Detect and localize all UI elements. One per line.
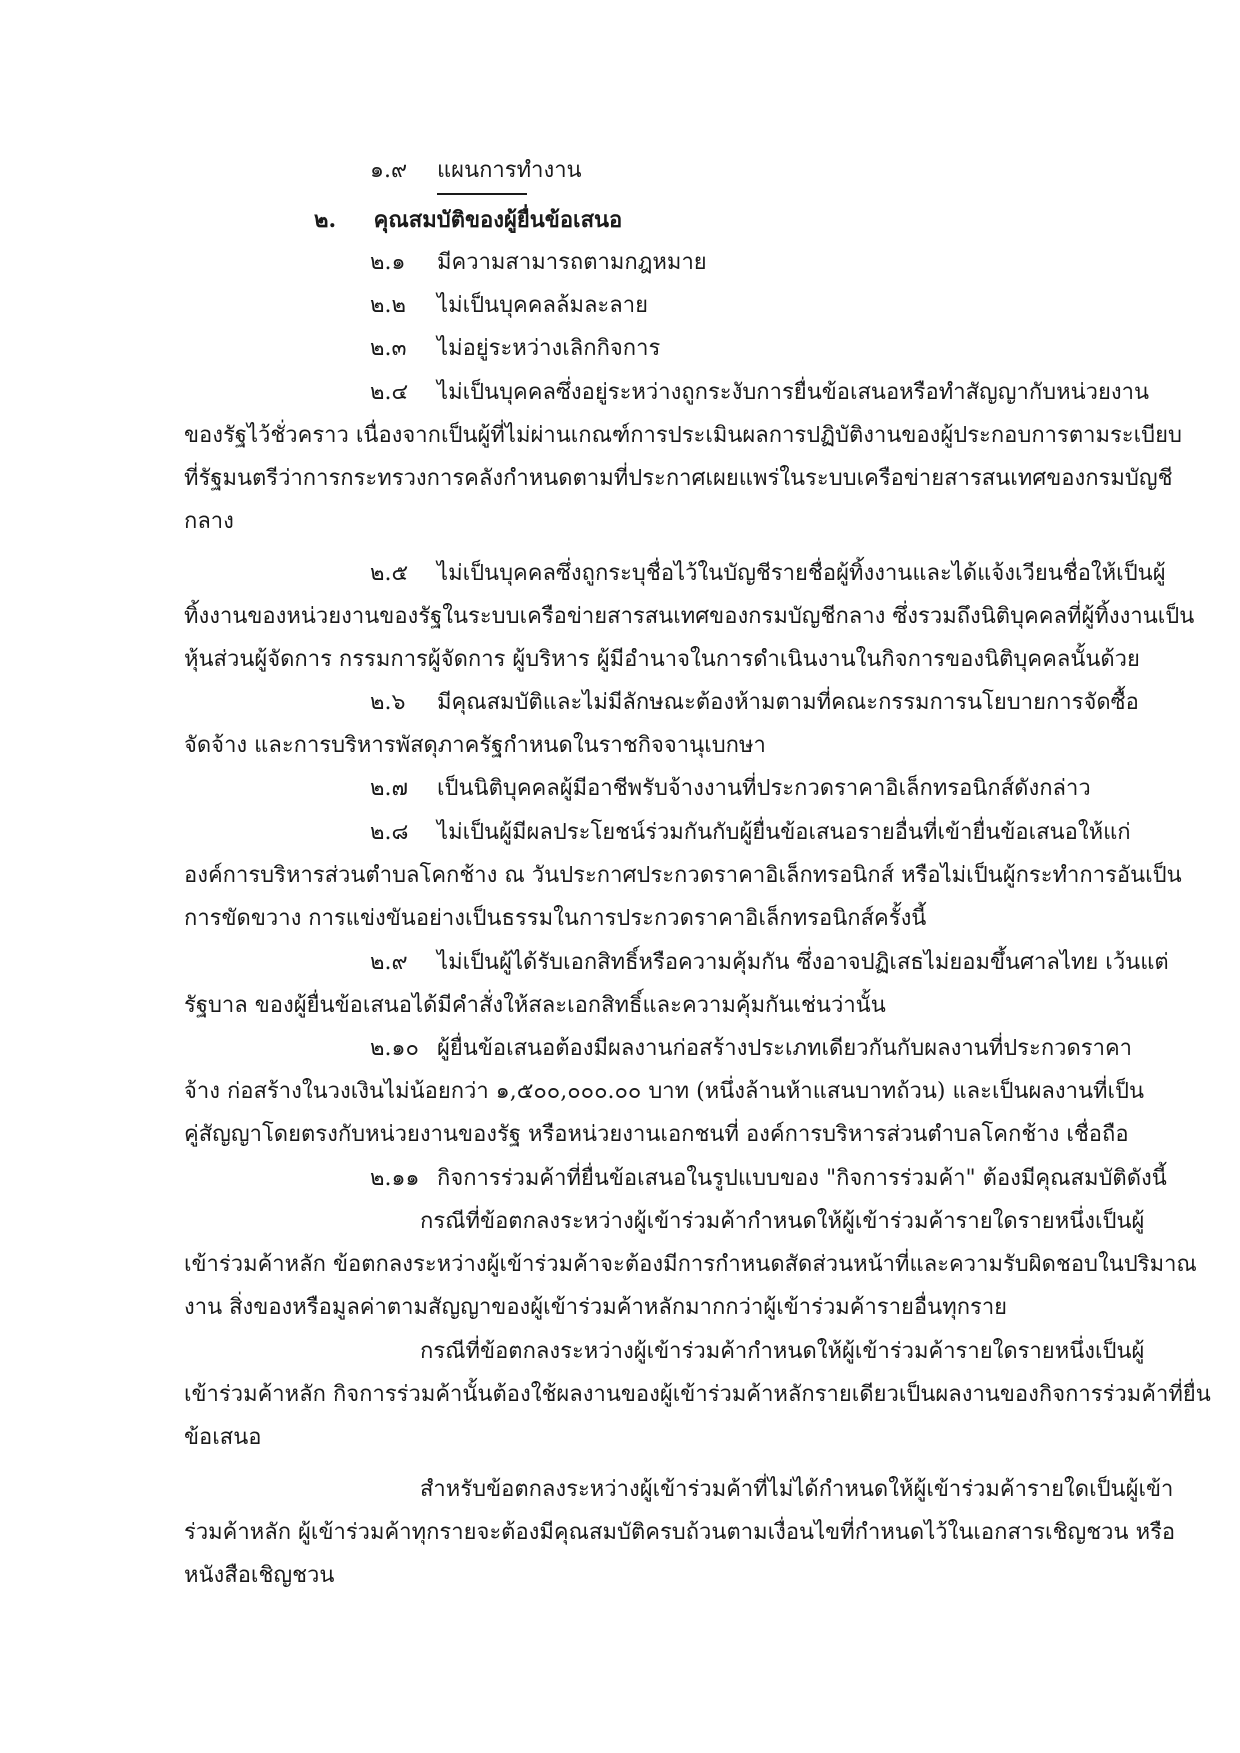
item-number: ๒.๘ — [370, 820, 409, 845]
paragraph-line: ร่วมค้าหลัก ผู้เข้าร่วมค้าทุกรายจะต้องมีคุณสมบัติครบถ้วนตามเงื่อนไขที่กำหนดไว้ในเอกสารเชิญชวน หรือ — [184, 1520, 1176, 1545]
section-1-9 — [370, 156, 582, 186]
paragraph-line: จัดจ้าง และการบริหารพัสดุภาครัฐกำหนดในราชกิจจานุเบกษา — [184, 733, 766, 758]
item-text: ไม่อยู่ระหว่างเลิกกิจการ — [437, 336, 661, 361]
section-2-2 — [370, 291, 648, 321]
paragraph-line: รัฐบาล ของผู้ยื่นข้อเสนอได้มีคำสั่งให้สละเอกสิทธิ์และความคุ้มกันเช่นว่านั้น — [184, 993, 886, 1018]
paragraph-line: เข้าร่วมค้าหลัก กิจการร่วมค้านั้นต้องใช้ผลงานของผู้เข้าร่วมค้าหลักรายเดียวเป็นผลงานของกิจการร่วมค้าที่ยื่น — [184, 1382, 1211, 1407]
paragraph-line: ทิ้งงานของหน่วยงานของรัฐในระบบเครือข่ายสารสนเทศของกรมบัญชีกลาง ซึ่งรวมถึงนิติบุคคลที่ผู้ทิ้งงานเป็น — [184, 604, 1195, 629]
paragraph-line: งาน สิ่งของหรือมูลค่าตามสัญญาของผู้เข้าร่วมค้าหลักมากกว่าผู้เข้าร่วมค้ารายอื่นทุกราย — [184, 1295, 1008, 1320]
paragraph-line: กลาง — [184, 509, 234, 534]
paragraph-line: เข้าร่วมค้าหลัก ข้อตกลงระหว่างผู้เข้าร่วมค้าจะต้องมีการกำหนดสัดส่วนหน้าที่และความรับผิดชอบในปริมาณ — [184, 1252, 1197, 1277]
paragraph-line: ข้อเสนอ — [184, 1425, 262, 1450]
item-text: ไม่เป็นบุคคลล้มละลาย — [437, 293, 648, 318]
item-number: ๒.๑๑ — [370, 1166, 420, 1191]
paragraph-line: คู่สัญญาโดยตรงกับหน่วยงานของรัฐ หรือหน่วยงานเอกชนที่ องค์การบริหารส่วนตำบลโคกช้าง เชื่อถือ — [184, 1122, 1129, 1147]
paragraph-line: หุ้นส่วนผู้จัดการ กรรมการผู้จัดการ ผู้บริหาร ผู้มีอำนาจในการดำเนินงานในกิจการของนิติบุคคลนั้นด้วย — [184, 647, 1140, 672]
section-2-9 — [370, 948, 1169, 978]
paragraph-line: องค์การบริหารส่วนตำบลโคกช้าง ณ วันประกาศประกวดราคาอิเล็กทรอนิกส์ หรือไม่เป็นผู้กระทำการอันเป็น — [184, 863, 1182, 888]
item-number: ๒. — [314, 207, 337, 233]
section-2-1 — [370, 248, 707, 278]
section-2-7 — [370, 774, 1091, 804]
paragraph-line: การขัดขวาง การแข่งขันอย่างเป็นธรรมในการประกวดราคาอิเล็กทรอนิกส์ครั้งนี้ — [184, 906, 927, 931]
item-text: คุณสมบัติของผู้ยื่นข้อเสนอ — [373, 207, 623, 233]
item-text: เป็นนิติบุคคลผู้มีอาชีพรับจ้างงานที่ประกวดราคาอิเล็กทรอนิกส์ดังกล่าว — [437, 776, 1091, 801]
item-text: มีคุณสมบัติและไม่มีลักษณะต้องห้ามตามที่คณะกรรมการนโยบายการจัดซื้อ — [437, 690, 1139, 715]
item-text: ไม่เป็นผู้ได้รับเอกสิทธิ์หรือความคุ้มกัน ซึ่งอาจปฏิเสธไม่ยอมขึ้นศาลไทย เว้นแต่ — [437, 950, 1169, 975]
item-number: ๑.๙ — [370, 158, 408, 183]
paragraph-line: กรณีที่ข้อตกลงระหว่างผู้เข้าร่วมค้ากำหนดให้ผู้เข้าร่วมค้ารายใดรายหนึ่งเป็นผู้ — [420, 1209, 1145, 1234]
item-number: ๒.๑๐ — [370, 1036, 419, 1061]
item-number: ๒.๒ — [370, 293, 406, 318]
item-number: ๒.๑ — [370, 250, 406, 275]
item-number: ๒.๕ — [370, 561, 409, 586]
section-2-heading — [314, 205, 622, 235]
item-number: ๒.๙ — [370, 950, 408, 975]
item-text: กิจการร่วมค้าที่ยื่นข้อเสนอในรูปแบบของ "กิจการร่วมค้า" ต้องมีคุณสมบัติดังนี้ — [437, 1166, 1167, 1191]
paragraph-line: จ้าง ก่อสร้างในวงเงินไม่น้อยกว่า ๑,๕๐๐,๐๐๐.๐๐ บาท (หนึ่งล้านห้าแสนบาทถ้วน) และเป็นผลงานที่เป็น — [184, 1079, 1145, 1104]
section-2-10 — [370, 1034, 1132, 1064]
item-text: ไม่เป็นผู้มีผลประโยชน์ร่วมกันกับผู้ยื่นข้อเสนอรายอื่นที่เข้ายื่นข้อเสนอให้แก่ — [437, 820, 1131, 845]
section-2-3 — [370, 334, 660, 364]
item-text: ผู้ยื่นข้อเสนอต้องมีผลงานก่อสร้างประเภทเดียวกันกับผลงานที่ประกวดราคา — [437, 1036, 1133, 1061]
section-2-8 — [370, 818, 1131, 848]
section-2-5 — [370, 559, 1166, 589]
paragraph-line: ของรัฐไว้ชั่วคราว เนื่องจากเป็นผู้ที่ไม่ผ่านเกณฑ์การประเมินผลการปฏิบัติงานของผู้ประกอบการตามระเบียบ — [184, 423, 1182, 448]
item-number: ๒.๓ — [370, 336, 407, 361]
item-text: แผนการทำงาน — [437, 158, 582, 183]
underline-mark — [437, 193, 527, 195]
paragraph-line: ที่รัฐมนตรีว่าการกระทรวงการคลังกำหนดตามที่ประกาศเผยแพร่ในระบบเครือข่ายสารสนเทศของกรมบัญชี — [184, 466, 1173, 491]
section-2-6 — [370, 688, 1139, 718]
item-number: ๒.๖ — [370, 690, 406, 715]
paragraph-line: สำหรับข้อตกลงระหว่างผู้เข้าร่วมค้าที่ไม่ได้กำหนดให้ผู้เข้าร่วมค้ารายใดเป็นผู้เข้า — [420, 1477, 1174, 1502]
item-text: ไม่เป็นบุคคลซึ่งอยู่ระหว่างถูกระงับการยื่นข้อเสนอหรือทำสัญญากับหน่วยงาน — [437, 380, 1150, 405]
section-2-11 — [370, 1164, 1167, 1194]
item-number: ๒.๔ — [370, 380, 409, 405]
item-text: มีความสามารถตามกฎหมาย — [437, 250, 707, 275]
item-number: ๒.๗ — [370, 776, 409, 801]
item-text: ไม่เป็นบุคคลซึ่งถูกระบุชื่อไว้ในบัญชีรายชื่อผู้ทิ้งงานและได้แจ้งเวียนชื่อให้เป็นผู้ — [437, 561, 1166, 586]
paragraph-line: กรณีที่ข้อตกลงระหว่างผู้เข้าร่วมค้ากำหนดให้ผู้เข้าร่วมค้ารายใดรายหนึ่งเป็นผู้ — [420, 1339, 1145, 1364]
paragraph-line: หนังสือเชิญชวน — [184, 1563, 335, 1588]
section-2-4 — [370, 378, 1149, 408]
